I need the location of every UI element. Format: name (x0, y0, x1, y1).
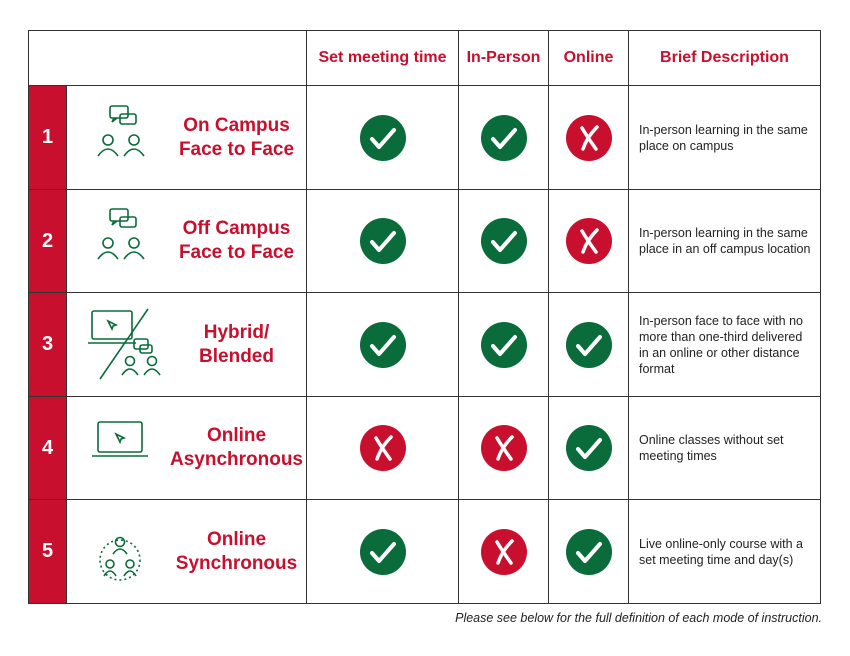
table-row (29, 189, 821, 293)
mode-title-line1: On Campus (183, 114, 290, 136)
mode-title-line2: Asynchronous (169, 449, 304, 471)
row-number: 2 (29, 189, 67, 293)
description-cell: Live online-only course with a set meeting time and day(s) (629, 500, 821, 604)
in-person-cell (459, 396, 549, 500)
mode-cell (67, 500, 307, 604)
in-person-cross-icon (480, 424, 528, 472)
mode-title-line1: Hybrid/ (203, 321, 270, 343)
description-cell: In-person learning in the same place on campus (629, 86, 821, 190)
set-meeting-time-check-icon (359, 528, 407, 576)
mode-title (167, 321, 306, 369)
header-online: Online (549, 31, 629, 86)
row-number: 1 (29, 86, 67, 190)
set-meeting-time-cell (307, 500, 459, 604)
group-chat-icon (81, 201, 171, 281)
header-set-meeting-time: Set meeting time (307, 31, 459, 86)
mode-title (167, 114, 306, 162)
table-row (29, 396, 821, 500)
set-meeting-time-cell (307, 189, 459, 293)
row-number: 5 (29, 500, 67, 604)
mode-title-line1: Off Campus (182, 218, 291, 240)
online-cell (549, 293, 629, 397)
mode-cell (67, 189, 307, 293)
laptop-icon (81, 408, 171, 488)
set-meeting-time-cross-icon (359, 424, 407, 472)
in-person-check-icon (480, 217, 528, 265)
online-cross-icon (565, 114, 613, 162)
description-cell: In-person face to face with no more than one-third delivered in an online or other distance format (629, 293, 821, 397)
set-meeting-time-cell (307, 293, 459, 397)
online-cell (549, 189, 629, 293)
row-number: 3 (29, 293, 67, 397)
in-person-cell (459, 86, 549, 190)
set-meeting-time-cell (307, 396, 459, 500)
online-check-icon (565, 321, 613, 369)
set-meeting-time-check-icon (359, 217, 407, 265)
mode-title-line2: Face to Face (178, 138, 295, 160)
set-meeting-time-check-icon (359, 321, 407, 369)
online-cross-icon (565, 217, 613, 265)
in-person-cross-icon (480, 528, 528, 576)
header-empty (29, 31, 307, 86)
mode-title-line2: Face to Face (178, 242, 295, 264)
table-row (29, 86, 821, 190)
table-row (29, 293, 821, 397)
mode-title (167, 217, 306, 265)
online-check-icon (565, 528, 613, 576)
header-in-person: In-Person (459, 31, 549, 86)
in-person-check-icon (480, 321, 528, 369)
row-number: 4 (29, 396, 67, 500)
description-cell: In-person learning in the same place in an off campus location (629, 189, 821, 293)
set-meeting-time-cell (307, 86, 459, 190)
mode-title (167, 424, 306, 472)
table-row (29, 500, 821, 604)
mode-cell (67, 293, 307, 397)
online-cell (549, 396, 629, 500)
set-meeting-time-check-icon (359, 114, 407, 162)
in-person-cell (459, 500, 549, 604)
group-chat-icon (81, 98, 171, 178)
in-person-cell (459, 189, 549, 293)
mode-cell (67, 396, 307, 500)
in-person-check-icon (480, 114, 528, 162)
online-cell (549, 86, 629, 190)
mode-cell (67, 86, 307, 190)
mode-title-line2: Synchronous (175, 552, 298, 574)
mode-title (167, 528, 306, 576)
header-row (29, 31, 821, 86)
online-cell (549, 500, 629, 604)
mode-title-line1: Online (206, 425, 267, 447)
in-person-cell (459, 293, 549, 397)
mode-title-line1: Online (206, 528, 267, 550)
online-check-icon (565, 424, 613, 472)
footnote: Please see below for the full definition of each mode of instruction. (455, 611, 822, 625)
modes-table (28, 30, 821, 604)
header-brief-description: Brief Description (629, 31, 821, 86)
connected-people-icon (81, 512, 171, 592)
laptop-and-group-icon (81, 305, 171, 385)
description-cell: Online classes without set meeting times (629, 396, 821, 500)
mode-title-line2: Blended (199, 345, 274, 367)
